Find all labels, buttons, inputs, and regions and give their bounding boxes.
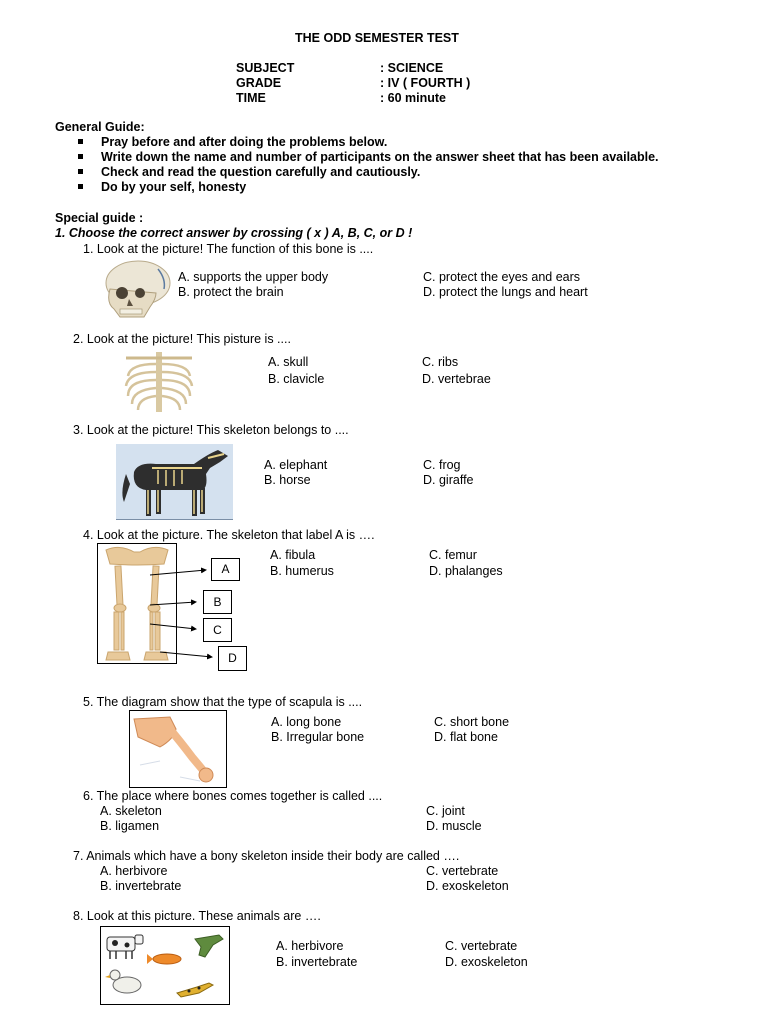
label-d-box: D	[218, 646, 247, 671]
q7-option-d: D. exoskeleton	[426, 879, 509, 893]
skull-picture	[100, 259, 172, 321]
q4-option-d: D. phalanges	[429, 564, 503, 578]
q5-option-a: A. long bone	[271, 715, 342, 729]
subject-value: : SCIENCE	[380, 61, 444, 75]
q6-option-d: D. muscle	[426, 819, 482, 833]
special-guide-instruction: 1. Choose the correct answer by crossing ( x ) A, B, C, or D !	[55, 226, 413, 240]
guide-item	[78, 135, 387, 149]
q4-option-b: B. humerus	[270, 564, 334, 578]
q3-option-b: B. horse	[264, 473, 311, 487]
q4-option-c: C. femur	[429, 548, 477, 562]
question-8-text: 8. Look at this picture. These animals are ….	[73, 909, 321, 923]
q7-option-a: A. herbivore	[100, 864, 168, 878]
bullet-icon	[78, 184, 83, 189]
guide-item	[78, 165, 420, 179]
q6-option-c: C. joint	[426, 804, 465, 818]
question-1-text: 1. Look at the picture! The function of this bone is ....	[83, 242, 374, 256]
question-3-text: 3. Look at the picture! This skeleton belongs to ....	[73, 423, 349, 437]
subject-label: SUBJECT	[236, 61, 295, 75]
q8-option-c: C. vertebrate	[445, 939, 518, 953]
q7-option-b: B. invertebrate	[100, 879, 182, 893]
ribcage-picture	[120, 350, 198, 414]
animals-picture	[100, 926, 230, 1005]
question-4-text: 4. Look at the picture. The skeleton that label A is ….	[83, 528, 375, 542]
bullet-icon	[78, 169, 83, 174]
q5-option-d: D. flat bone	[434, 730, 498, 744]
q5-option-b: B. Irregular bone	[271, 730, 365, 744]
question-6-text: 6. The place where bones comes together is called ....	[83, 789, 383, 803]
label-a-box: A	[211, 558, 240, 581]
guide-item-text: Check and read the question carefully and cautiously.	[101, 165, 421, 179]
q6-option-a: A. skeleton	[100, 804, 162, 818]
time-label: TIME	[236, 91, 266, 105]
q2-option-c: C. ribs	[422, 355, 459, 369]
bullet-icon	[78, 139, 83, 144]
q3-option-d: D. giraffe	[423, 473, 474, 487]
guide-item-text: Pray before and after doing the problems below.	[101, 135, 388, 149]
page-title: THE ODD SEMESTER TEST	[295, 31, 459, 45]
question-2-text: 2. Look at the picture! This pisture is ....	[73, 332, 291, 346]
q1-option-d: D. protect the lungs and heart	[423, 285, 588, 299]
q3-option-c: C. frog	[423, 458, 461, 472]
guide-item	[78, 180, 246, 194]
guide-item-text: Do by your self, honesty	[101, 180, 247, 194]
special-guide-heading: Special guide :	[55, 211, 144, 225]
q2-option-a: A. skull	[268, 355, 309, 369]
q8-option-b: B. invertebrate	[276, 955, 358, 969]
question-7-text: 7. Animals which have a bony skeleton inside their body are called ….	[73, 849, 460, 863]
q1-option-b: B. protect the brain	[178, 285, 284, 299]
guide-item-text: Write down the name and number of participants on the answer sheet that has been available.	[101, 150, 659, 164]
bullet-icon	[78, 154, 83, 159]
q1-option-c: C. protect the eyes and ears	[423, 270, 581, 284]
horse-skeleton-picture	[116, 444, 233, 520]
q1-option-a: A. supports the upper body	[178, 270, 329, 284]
q7-option-c: C. vertebrate	[426, 864, 499, 878]
q3-option-a: A. elephant	[264, 458, 328, 472]
q5-option-c: C. short bone	[434, 715, 510, 729]
q4-option-a: A. fibula	[270, 548, 316, 562]
guide-item	[78, 150, 659, 164]
q8-option-d: D. exoskeleton	[445, 955, 528, 969]
label-c-box: C	[203, 618, 232, 642]
q8-option-a: A. herbivore	[276, 939, 344, 953]
q6-option-b: B. ligamen	[100, 819, 160, 833]
general-guide-heading: General Guide:	[55, 120, 145, 134]
question-5-text: 5. The diagram show that the type of scapula is ....	[83, 695, 363, 709]
grade-label: GRADE	[236, 76, 282, 90]
label-b-box: B	[203, 590, 232, 614]
time-value: : 60 minute	[380, 91, 446, 105]
grade-value: : IV ( FOURTH )	[380, 76, 471, 90]
leg-bones-picture	[97, 543, 177, 664]
q2-option-d: D. vertebrae	[422, 372, 491, 386]
q2-option-b: B. clavicle	[268, 372, 325, 386]
scapula-arm-picture	[129, 710, 227, 788]
